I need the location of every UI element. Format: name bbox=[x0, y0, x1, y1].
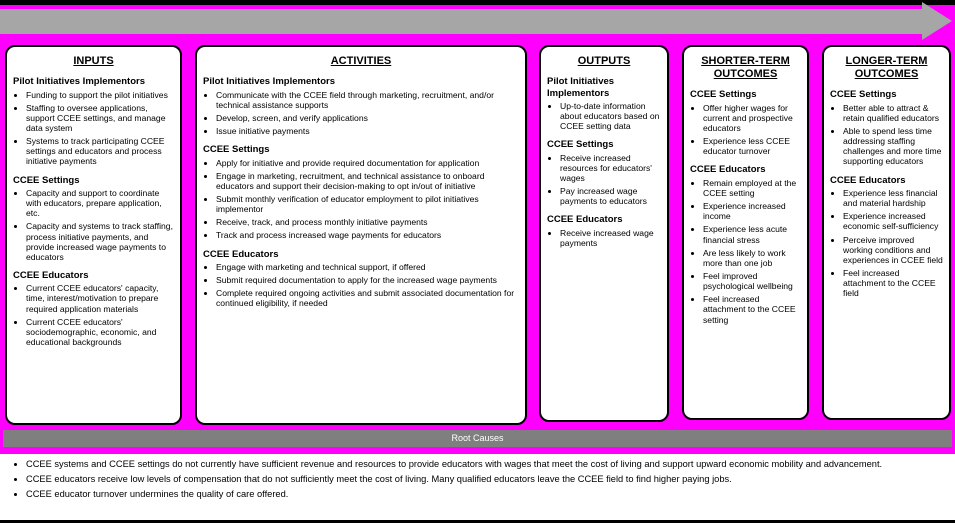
bullet-list bbox=[547, 101, 661, 131]
column-shorter bbox=[682, 45, 809, 420]
column-header-outputs: OUTPUTS bbox=[577, 55, 631, 67]
bullet-item: • Current CCEE educators' sociodemographic, economic, and educational backgrounds bbox=[26, 317, 174, 347]
bullet-item: • Feel increased attachment to the CCEE setting bbox=[703, 294, 801, 324]
bullet-item: • Experience increased income bbox=[703, 201, 801, 221]
root-cause-item: • CCEE educator turnover undermines the quality of care offered. bbox=[26, 488, 945, 500]
top-border-bar bbox=[0, 0, 955, 5]
column-outputs bbox=[539, 45, 669, 422]
bullet-item: • Experience less CCEE educator turnover bbox=[703, 136, 801, 156]
section-heading: CCEE Settings bbox=[690, 89, 757, 101]
section-heading: CCEE Educators bbox=[203, 248, 279, 260]
bullet-list bbox=[547, 153, 661, 207]
bullet-item: • Capacity and systems to track staffing, process initiative payments, and provide increased wage payments to educators bbox=[26, 221, 174, 262]
column-header-inputs: INPUTS bbox=[73, 55, 114, 67]
column-header-longer: LONGER-TERM OUTCOMES bbox=[845, 55, 928, 81]
bullet-list bbox=[830, 188, 943, 298]
section-heading: CCEE Settings bbox=[203, 144, 270, 156]
bullet-item: • Engage in marketing, recruitment, and technical assistance to onboard educators and support their decision-making to opt in/out of initiative bbox=[216, 171, 519, 191]
column-header-activities: ACTIVITIES bbox=[330, 55, 392, 67]
bullet-item: • Complete required ongoing activities and submit associated documentation for continued eligibility, if needed bbox=[216, 288, 519, 308]
bullet-list bbox=[203, 90, 519, 137]
section-heading: CCEE Settings bbox=[830, 89, 897, 101]
bullet-list bbox=[13, 90, 174, 167]
section-heading: Pilot Initiatives Implementors bbox=[203, 76, 335, 88]
bullet-item: • Staffing to oversee applications, support CCEE settings, and manage data system bbox=[26, 103, 174, 133]
bullet-list bbox=[547, 228, 661, 248]
bullet-item: • Communicate with the CCEE field through marketing, recruitment, and/or technical assistance supports bbox=[216, 90, 519, 110]
bullet-item: • Are less likely to work more than one job bbox=[703, 248, 801, 268]
bullet-list bbox=[13, 188, 174, 262]
bullet-item: • Pay increased wage payments to educators bbox=[560, 186, 661, 206]
section-heading: CCEE Educators bbox=[830, 174, 906, 186]
bullet-list bbox=[690, 178, 801, 325]
column-activities bbox=[195, 45, 527, 425]
bullet-item: • Submit monthly verification of educator employment to pilot initiatives implementor bbox=[216, 194, 519, 214]
bullet-item: • Offer higher wages for current and prospective educators bbox=[703, 103, 801, 133]
root-causes-bar bbox=[3, 430, 952, 447]
bullet-item: • Experience less acute financial stress bbox=[703, 224, 801, 244]
bullet-list bbox=[13, 283, 174, 347]
bullet-item: • Develop, screen, and verify applications bbox=[216, 113, 519, 123]
section-heading: CCEE Settings bbox=[547, 139, 614, 151]
timeline-arrow-body bbox=[0, 9, 922, 34]
bullet-list bbox=[203, 262, 519, 309]
bullet-item: • Remain employed at the CCEE setting bbox=[703, 178, 801, 198]
section-heading: Pilot Initiatives Implementors bbox=[13, 76, 145, 88]
root-cause-item: • CCEE systems and CCEE settings do not currently have sufficient revenue and resources to provide educators with wages that meet the cost of living and support upward economic mobility and advancement. bbox=[26, 458, 945, 470]
section-heading: CCEE Educators bbox=[13, 269, 89, 281]
bullet-item: • Funding to support the pilot initiatives bbox=[26, 90, 174, 100]
section-heading: CCEE Educators bbox=[547, 214, 623, 226]
timeline-arrow-head-icon bbox=[922, 2, 952, 40]
bullet-item: • Experience increased economic self-sufficiency bbox=[843, 211, 943, 231]
bullet-item: • Issue initiative payments bbox=[216, 126, 519, 136]
bullet-item: • Capacity and support to coordinate with educators, prepare application, etc. bbox=[26, 188, 174, 218]
bullet-item: • Receive increased wage payments bbox=[560, 228, 661, 248]
bullet-item: • Perceive improved working conditions and experiences in CCEE field bbox=[843, 235, 943, 265]
column-header-shorter: SHORTER-TERM OUTCOMES bbox=[701, 55, 790, 81]
root-causes-label: Root Causes bbox=[451, 433, 504, 443]
bullet-item: • Apply for initiative and provide required documentation for application bbox=[216, 158, 519, 168]
bullet-item: • Experience less financial and material hardship bbox=[843, 188, 943, 208]
bullet-item: • Track and process increased wage payments for educators bbox=[216, 230, 519, 240]
root-causes-list bbox=[10, 458, 945, 500]
bullet-item: • Engage with marketing and technical support, if offered bbox=[216, 262, 519, 272]
bullet-item: • Better able to attract & retain qualified educators bbox=[843, 103, 943, 123]
bullet-item: • Receive, track, and process monthly initiative payments bbox=[216, 217, 519, 227]
bullet-item: • Systems to track participating CCEE settings and educators and process initiative payments bbox=[26, 136, 174, 166]
bullet-list bbox=[830, 103, 943, 167]
bullet-item: • Current CCEE educators' capacity, time, interest/motivation to prepare required application materials bbox=[26, 283, 174, 313]
bullet-item: • Up-to-date information about educators based on CCEE setting data bbox=[560, 101, 661, 131]
bullet-item: • Feel increased attachment to the CCEE field bbox=[843, 268, 943, 298]
bullet-list bbox=[690, 103, 801, 157]
column-inputs bbox=[5, 45, 182, 425]
bullet-list bbox=[203, 158, 519, 241]
section-heading: CCEE Educators bbox=[690, 164, 766, 176]
root-causes-panel bbox=[0, 454, 955, 523]
section-heading: CCEE Settings bbox=[13, 174, 80, 186]
bullet-item: • Able to spend less time addressing staffing challenges and more time supporting educators bbox=[843, 126, 943, 167]
bullet-item: • Feel improved psychological wellbeing bbox=[703, 271, 801, 291]
section-heading: Pilot Initiatives Implementors bbox=[547, 76, 615, 99]
root-cause-item: • CCEE educators receive low levels of compensation that do not sufficiently meet the cost of living. Many qualified educators leave the CCEE field to find higher paying jobs. bbox=[26, 473, 945, 485]
bullet-item: • Submit required documentation to apply for the increased wage payments bbox=[216, 275, 519, 285]
bullet-item: • Receive increased resources for educators' wages bbox=[560, 153, 661, 183]
column-longer bbox=[822, 45, 951, 420]
